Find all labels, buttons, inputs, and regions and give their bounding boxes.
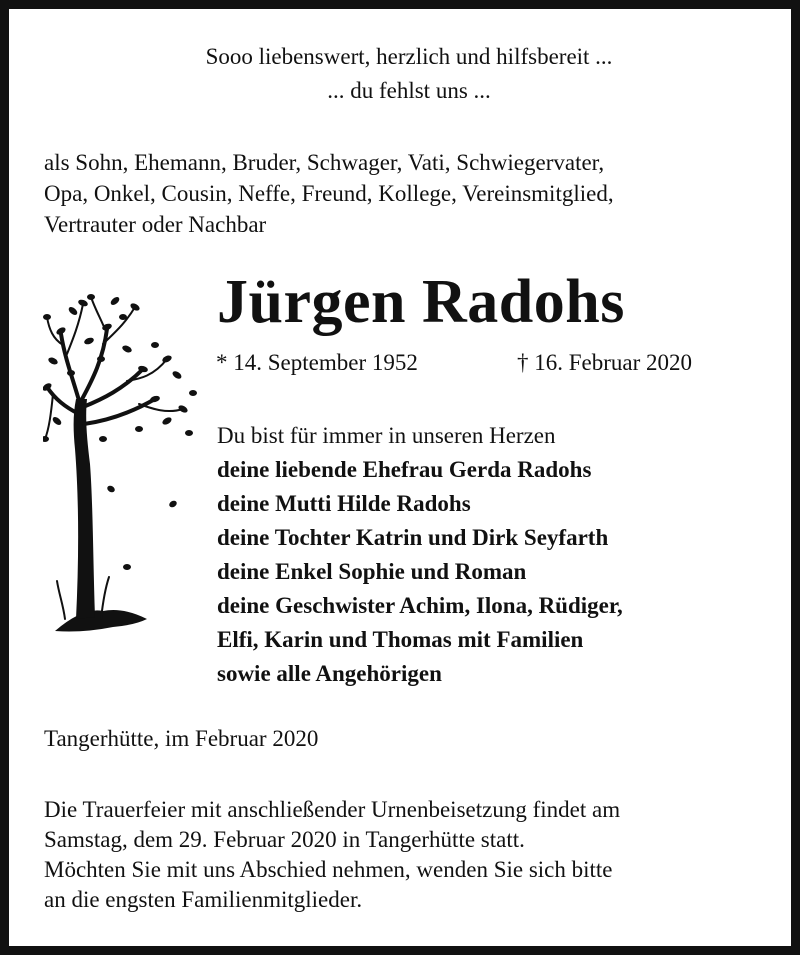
funeral-info	[44, 795, 779, 915]
roles-line-2: Opa, Onkel, Cousin, Neffe, Freund, Kollege, Vereinsmitglied,	[44, 181, 614, 206]
motto-line-1: Sooo liebenswert, herzlich und hilfsbereit ...	[205, 44, 613, 69]
roles-paragraph	[44, 147, 774, 240]
tree-silhouette-icon	[43, 289, 199, 639]
funeral-info-line-1: Die Trauerfeier mit anschließender Urnenbeisetzung findet am	[44, 797, 621, 822]
family-line: deine Enkel Sophie und Roman	[217, 559, 527, 584]
family-line: Elfi, Karin und Thomas mit Familien	[217, 627, 584, 652]
family-line: sowie alle Angehörigen	[217, 661, 442, 686]
family-line: deine Geschwister Achim, Ilona, Rüdiger,	[217, 593, 623, 618]
family-line: deine Mutti Hilde Radohs	[217, 491, 471, 516]
place-and-date: Tangerhütte, im Februar 2020	[44, 726, 319, 751]
death-date: † 16. Februar 2020	[517, 350, 693, 375]
deceased-name: Jürgen Radohs	[217, 268, 625, 336]
motto-line-2: ... du fehlst uns ...	[327, 78, 491, 103]
birth-date: * 14. September 1952	[216, 350, 418, 375]
family-line: deine liebende Ehefrau Gerda Radohs	[217, 457, 592, 482]
family-line: deine Tochter Katrin und Dirk Seyfarth	[217, 525, 609, 550]
funeral-info-line-3: Möchten Sie mit uns Abschied nehmen, wenden Sie sich bitte	[44, 857, 613, 882]
family-block	[217, 419, 623, 691]
funeral-info-line-2: Samstag, dem 29. Februar 2020 in Tangerhütte statt.	[44, 827, 525, 852]
roles-line-3: Vertrauter oder Nachbar	[44, 212, 267, 237]
family-intro: Du bist für immer in unseren Herzen	[217, 423, 556, 448]
funeral-info-line-4: an die engsten Familienmitglieder.	[44, 887, 363, 912]
roles-line-1: als Sohn, Ehemann, Bruder, Schwager, Vati, Schwiegervater,	[44, 150, 605, 175]
